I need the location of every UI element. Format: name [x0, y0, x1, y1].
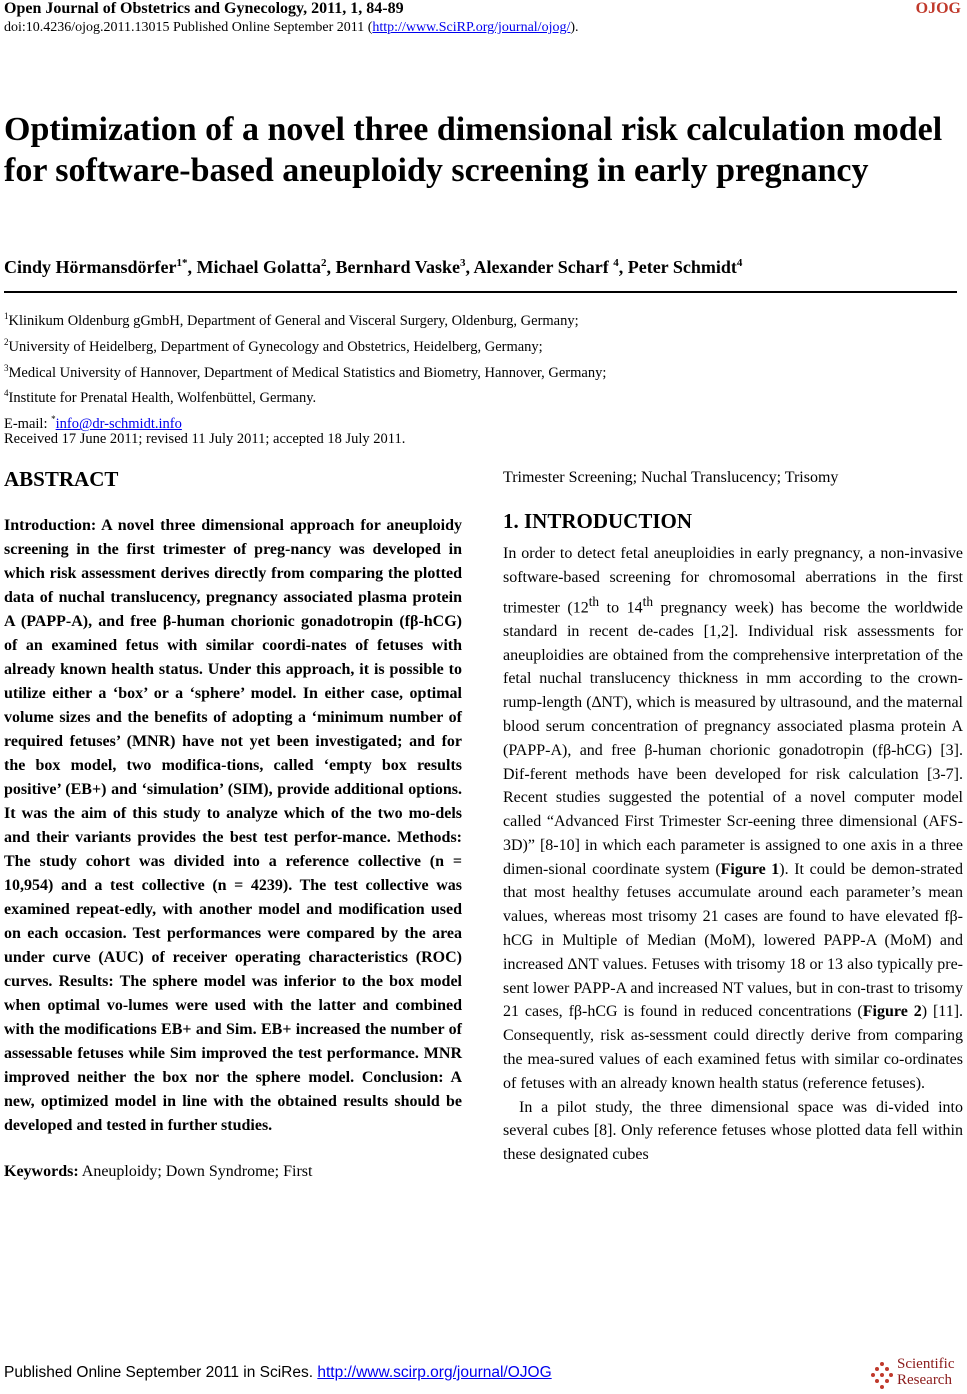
email-line: E-mail: *info@dr-schmidt.info — [4, 414, 182, 433]
right-column — [503, 460, 963, 1167]
abstract-heading: ABSTRACT — [4, 467, 119, 491]
doi-line — [4, 20, 579, 36]
keywords-continued: Trimester Screening; Nuchal Translucency; Trisomy — [503, 469, 839, 486]
affiliations — [4, 306, 606, 435]
journal-header: Open Journal of Obstetrics and Gynecology, 2011, 1, 84-89 — [4, 0, 404, 17]
page-footer — [4, 1364, 552, 1382]
journal-code: OJOG — [915, 0, 961, 17]
title-divider — [4, 291, 957, 293]
figure-2-ref: Figure 2 — [862, 1003, 922, 1021]
doi-end: ). — [570, 20, 579, 35]
affiliation-4: $^4$Institute for Prenatal Health, Wolfenbüttel, Germany. — [4, 388, 317, 407]
author-list — [4, 257, 742, 278]
author-3: Bernhard Vaske$^3$, — [335, 257, 474, 277]
left-column — [4, 460, 462, 1184]
logo-icon — [869, 1360, 895, 1390]
journal-link[interactable]: http://www.SciRP.org/journal/ojog/ — [372, 20, 571, 35]
affiliation-2: $^2$University of Heidelberg, Department of Gynecology and Obstetrics, Heidelberg, Germany; — [4, 336, 543, 355]
footer-text: Published Online September 2011 in SciRes. — [4, 1364, 318, 1381]
received-dates: Received 17 June 2011; revised 11 July 2011; accepted 18 July 2011. — [4, 431, 406, 447]
publisher-logo — [869, 1356, 961, 1392]
doi-text: doi:10.4236/ojog.2011.13015 Published Online September 2011 ( — [4, 20, 373, 35]
author-4: Alexander Scharf $^4$, — [473, 257, 628, 277]
email-link[interactable]: info@dr-schmidt.info — [55, 416, 182, 433]
author-1: Cindy Hörmansdörfer$^{1*}$, — [4, 257, 197, 277]
keywords-label: Keywords: — [4, 1163, 79, 1180]
author-5: Peter Schmidt$^4$ — [627, 257, 743, 277]
introduction-paragraph-1: In order to detect fetal aneuploidies in early pregnancy, a non-invasive software-based screening for chromosomal aberrations in the first trimester (12th to 14th pregnancy week) has become the worldwide standard in recent de-cades [1,2]. Individual risk assessments for aneuploidies are obtained from the comprehensive interpretation of the fetal nuchal translucency thickness in mm according to the crown-rump-length (∆NT), which is measured by ultrasound, and the maternal blood serum concentration of pregnancy associated plasma protein A (PAPP-A), and free β-human chorionic gonadotropin (fβ-hCG) [3]. Dif-ferent methods have been developed for risk calculation [3-7]. Recent studies suggested the potential of a novel computer model called “Advanced First Trimester Scr-eening three dimensional (AFS-3D)” [8-10] in which each parameter is assigned to one axis in a three dimen-sional coordinate system (Figure 1). It could be demon-strated that most healthy fetuses accumulate around each parameter’s mean values, whereas most trisomy 21 cases are found to have elevated fβ-hCG in Multiple of Median (MoM), lowered PAPP-A (MoM) and increased ∆NT values. Fetuses with trisomy 18 or 13 also typically pre-sent lower PAPP-A and increased NT values, but in con-trast to trisomy 21 cases, fβ-hCG is found in reduced concentrations (Figure 2) [11]. Consequently, risk as-sessment could directly derive from comparing the mea-sured values of each examined fetus with similar co-ordinates of fetuses with an already known health status (reference fetuses). — [503, 545, 964, 1092]
affiliation-3: $^3$Medical University of Hannover, Department of Medical Statistics and Biometry, Hannover, Germany; — [4, 362, 607, 381]
figure-1-ref: Figure 1 — [720, 860, 780, 878]
paper-title: Optimization of a novel three dimensional risk calculation model for software-based aneuploidy screening in early pregnancy — [4, 111, 943, 189]
keywords-start: Aneuploidy; Down Syndrome; First — [78, 1163, 313, 1180]
introduction-heading: 1. INTRODUCTION — [503, 509, 693, 533]
author-2: Michael Golatta$^2$, — [196, 257, 336, 277]
affiliation-1: $^1$Klinikum Oldenburg gGmbH, Department of General and Visceral Surgery, Oldenburg, Germany; — [4, 311, 579, 329]
introduction-paragraph-2: In a pilot study, the three dimensional space was di-vided into several cubes [8]. Only reference fetuses whose plotted data fell within these designated cubes — [503, 1098, 963, 1164]
logo-text: Scientific Research — [897, 1356, 955, 1388]
abstract-body: Introduction: A novel three dimensional approach for aneuploidy screening in the first trimester of preg-nancy was developed in which risk assessment derives directly from comparing the plotted data of nuchal translucency, pregnancy associated plasma protein A (PAPP-A), and free β-human chorionic gonadotropin (fβ-hCG) of an examined fetus with similar coordi-nates of fetuses with already known health status. Under this approach, it is possible to utilize either a ‘box’ or a ‘sphere’ model. In either case, optimal volume sizes and the benefits of adopting a ‘minimum number of required fetuses’ (MNR) have not yet been investigated; and for the box model, two modifica-tions, called ‘empty box results positive’ (EB+) and ‘simulation’ (SIM), provide additional options. It was the aim of this study to analyze which of the two mo-dels and their variants provides the best test perfor-mance. Methods: The study cohort was divided into a reference collective (n = 10,954) and a test collective (n = 4239). The test collective was examined repeat-edly, with another model and modification used on each occasion. Test performances were compared by the area under curve (AUC) of receiver operating characteristics (ROC) curves. Results: The sphere model was inferior to the box model when optimal vo-lumes were used with the latter and combined with the modifications EB+ and Sim. EB+ increased the number of assessable fetuses while Sim improved the test performance. MNR improved neither the box nor the sphere model. Conclusion: A new, optimized model in line with the obtained results should be developed and tested in further studies. — [4, 517, 462, 1134]
keywords — [4, 1160, 462, 1184]
footer-link[interactable]: http://www.scirp.org/journal/OJOG — [317, 1364, 552, 1381]
